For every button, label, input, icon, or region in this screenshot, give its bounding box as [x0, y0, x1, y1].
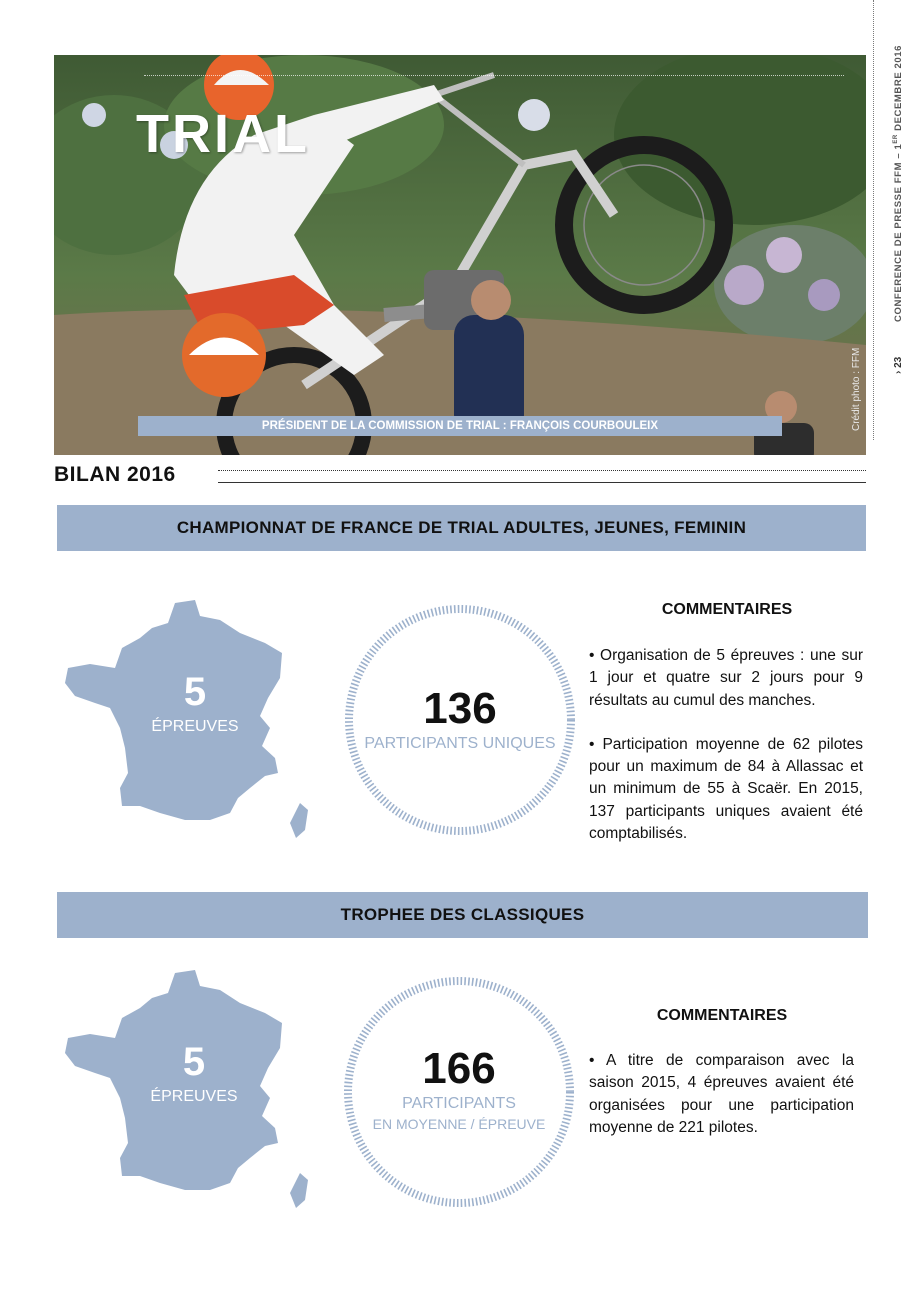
comments-text [589, 1050, 854, 1161]
heading-dotted-rule [218, 470, 866, 471]
participants-ring [340, 600, 580, 845]
comments-text [589, 645, 863, 867]
page-number: › 23 [893, 356, 904, 374]
participants-sublabel: EN MOYENNE / ÉPREUVE [372, 1116, 546, 1132]
trophee-band: TROPHEE DES CLASSIQUES [57, 892, 868, 938]
comment-item: • A titre de comparaison avec la saison 2015, 4 épreuves avaient été organisées pour une participation moyenne de 221 pilotes. [589, 1052, 854, 1136]
hero-dotted-rule [144, 75, 844, 76]
photo-credit: Crédit photo : FFM [851, 347, 862, 431]
page-title: TRIAL [136, 104, 310, 164]
president-caption: PRÉSIDENT DE LA COMMISSION DE TRIAL : FRANÇOIS COURBOULEIX [138, 416, 782, 436]
participants-label: PARTICIPANTS UNIQUES [364, 735, 556, 752]
hero-photo [54, 55, 866, 455]
comments-title: COMMENTAIRES [656, 1007, 788, 1024]
comments-title: COMMENTAIRES [661, 601, 793, 618]
france-map [60, 968, 315, 1218]
conference-label: CONFERENCE DE PRESSE FFM – 1ER DECEMBRE 2016 [893, 44, 905, 322]
epreuves-label: ÉPREUVES [150, 1088, 238, 1105]
participants-count: 136 [423, 684, 497, 733]
epreuves-count: 5 [182, 1040, 206, 1084]
comment-item: • Participation moyenne de 62 pilotes pour un maximum de 84 à Allassac et un minimum de 55 à Scaër. En 2015, 137 participants uniques avaient été comptabilisés. [589, 735, 863, 843]
section-heading: BILAN 2016 [54, 463, 176, 486]
participants-count: 166 [422, 1044, 496, 1093]
participants-ring [339, 972, 579, 1217]
comment-item: • Organisation de 5 épreuves : une sur 1 jour et quatre sur 2 jours pour 9 résultats au cumul des manches. [589, 647, 863, 709]
championnat-band: CHAMPIONNAT DE FRANCE DE TRIAL ADULTES, JEUNES, FEMININ [57, 505, 866, 551]
participants-label: PARTICIPANTS [402, 1095, 516, 1112]
side-divider [873, 0, 874, 440]
heading-solid-rule [218, 482, 866, 483]
france-map [60, 598, 315, 848]
epreuves-count: 5 [183, 670, 207, 714]
epreuves-label: ÉPREUVES [151, 718, 239, 735]
